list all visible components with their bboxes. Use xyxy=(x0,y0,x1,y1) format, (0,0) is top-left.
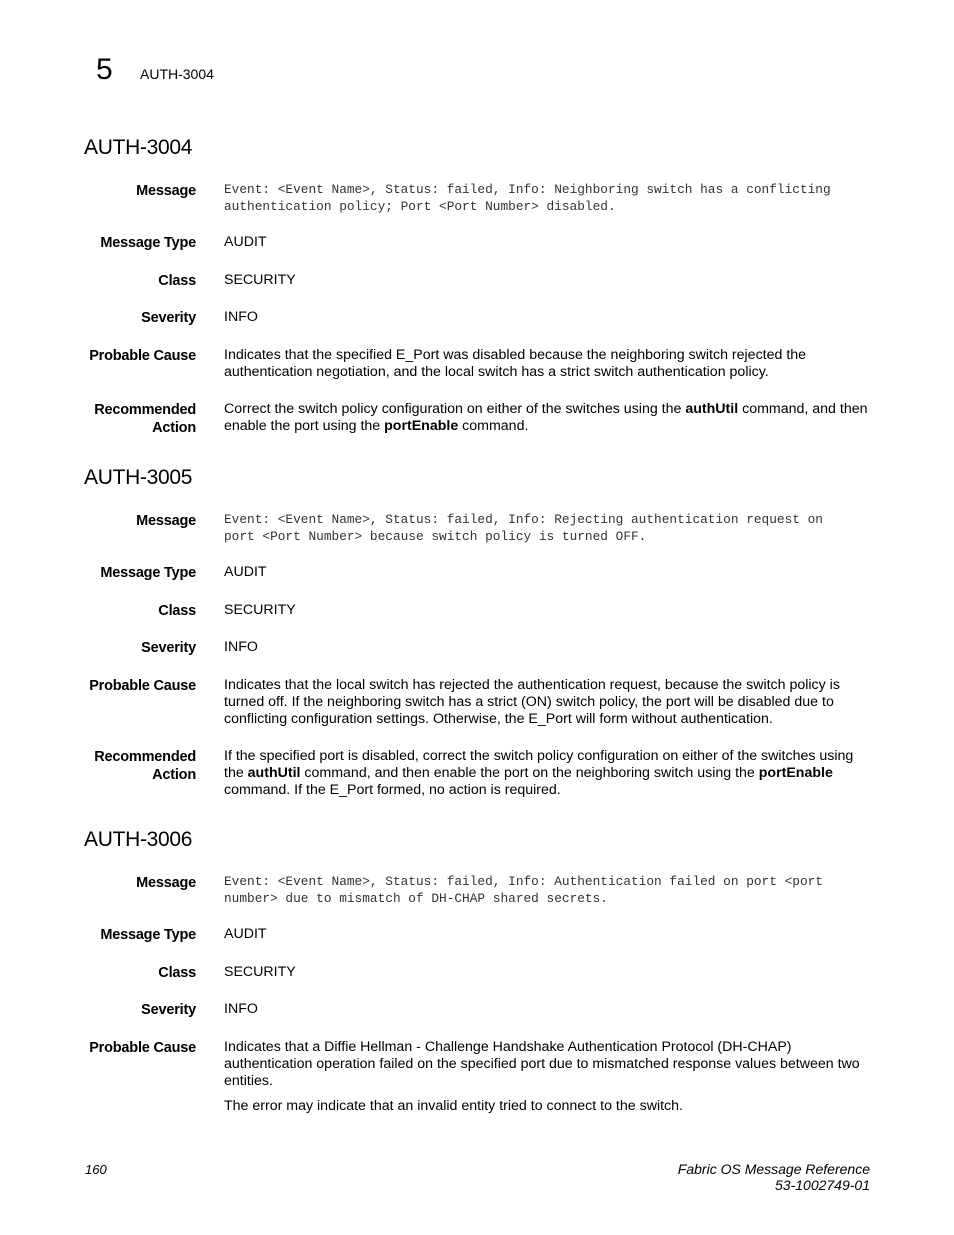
message-type-value: AUDIT xyxy=(224,234,267,250)
label-line: Recommended xyxy=(94,402,196,418)
message-text xyxy=(224,511,869,545)
class-label: Class xyxy=(158,965,196,981)
action-text: If the specified port is disabled, correct the switch policy configuration on either of the switches using the xyxy=(224,748,854,781)
message-line: authentication policy; Port <Port Number> disabled. xyxy=(224,199,616,214)
document-title: Fabric OS Message Reference xyxy=(677,1161,870,1177)
severity-label: Severity xyxy=(141,640,196,656)
message-line: Event: <Event Name>, Status: failed, Info: Neighboring switch has a conflicting xyxy=(224,182,831,197)
probable-cause-label: Probable Cause xyxy=(89,1040,196,1056)
severity-value: INFO xyxy=(224,1001,258,1017)
message-line: number> due to mismatch of DH-CHAP shared secrets. xyxy=(224,891,608,906)
class-label: Class xyxy=(158,603,196,619)
probable-cause-text xyxy=(224,1039,869,1115)
severity-label: Severity xyxy=(141,1002,196,1018)
message-type-value: AUDIT xyxy=(224,564,267,580)
recommended-action-text xyxy=(224,401,869,435)
message-line: Event: <Event Name>, Status: failed, Info: Rejecting authentication request on xyxy=(224,512,823,527)
command-name: portEnable xyxy=(758,765,833,781)
message-line: port <Port Number> because switch policy is turned OFF. xyxy=(224,529,647,544)
action-text: command. If the E_Port formed, no action is required. xyxy=(224,782,561,798)
probable-cause-paragraph: Indicates that a Diffie Hellman - Challenge Handshake Authentication Protocol (DH-CHAP) authentication operation failed on the specified port due to mismatched response values between two entities. xyxy=(224,1039,860,1089)
recommended-action-label xyxy=(66,748,196,784)
recommended-action-label xyxy=(66,401,196,437)
action-text: command. xyxy=(458,418,529,434)
probable-cause-paragraph: Indicates that the local switch has rejected the authentication request, because the switch policy is turned off. If the neighboring switch has a strict (ON) switch policy, the port will be disabled due to conflicting configuration settings. Otherwise, the E_Port will form without authentication. xyxy=(224,677,840,727)
section-title: AUTH-3004 xyxy=(84,136,193,159)
chapter-number: 5 xyxy=(96,53,113,86)
severity-value: INFO xyxy=(224,309,258,325)
running-title: AUTH-3004 xyxy=(140,66,214,82)
document-number: 53-1002749-01 xyxy=(775,1177,870,1193)
probable-cause-paragraph: Indicates that the specified E_Port was disabled because the neighboring switch rejected the authentication negotiation, and the local switch has a strict switch authentication policy. xyxy=(224,347,807,380)
message-text xyxy=(224,181,869,215)
probable-cause-text xyxy=(224,347,869,381)
section-title: AUTH-3006 xyxy=(84,828,193,851)
command-name: authUtil xyxy=(685,401,739,417)
class-value: SECURITY xyxy=(224,272,296,288)
action-text: command, and then enable the port using the xyxy=(224,401,868,434)
class-value: SECURITY xyxy=(224,602,296,618)
message-type-label: Message Type xyxy=(100,927,196,943)
section-title: AUTH-3005 xyxy=(84,466,193,489)
message-type-label: Message Type xyxy=(100,235,196,251)
class-label: Class xyxy=(158,273,196,289)
message-type-value: AUDIT xyxy=(224,926,267,942)
message-type-label: Message Type xyxy=(100,565,196,581)
probable-cause-text xyxy=(224,677,869,728)
probable-cause-label: Probable Cause xyxy=(89,348,196,364)
command-name: portEnable xyxy=(384,418,459,434)
message-label: Message xyxy=(136,183,196,199)
severity-label: Severity xyxy=(141,310,196,326)
label-line: Action xyxy=(152,767,196,783)
label-line: Action xyxy=(152,420,196,436)
action-text: command, and then enable the port on the neighboring switch using the xyxy=(300,765,759,781)
message-line: Event: <Event Name>, Status: failed, Info: Authentication failed on port <port xyxy=(224,874,823,889)
label-line: Recommended xyxy=(94,749,196,765)
action-text: Correct the switch policy configuration on either of the switches using the xyxy=(224,401,686,417)
class-value: SECURITY xyxy=(224,964,296,980)
message-label: Message xyxy=(136,875,196,891)
probable-cause-paragraph: The error may indicate that an invalid entity tried to connect to the switch. xyxy=(224,1098,683,1114)
command-name: authUtil xyxy=(247,765,301,781)
recommended-action-text xyxy=(224,748,869,799)
message-text xyxy=(224,873,869,907)
document-info xyxy=(678,1161,870,1193)
page-number: 160 xyxy=(85,1162,107,1177)
message-label: Message xyxy=(136,513,196,529)
severity-value: INFO xyxy=(224,639,258,655)
probable-cause-label: Probable Cause xyxy=(89,678,196,694)
